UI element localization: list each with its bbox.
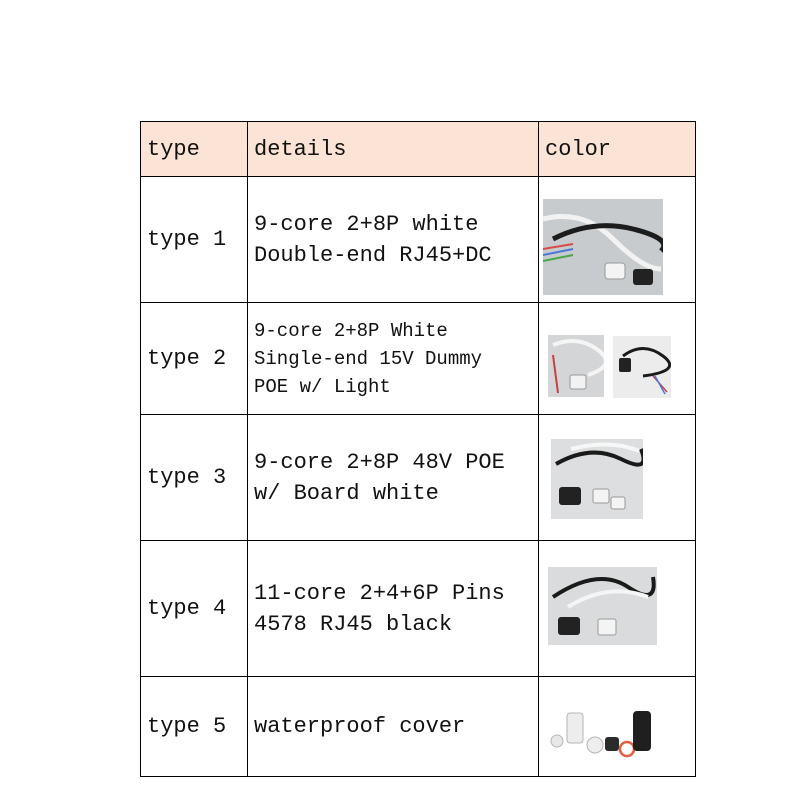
- detail-line: 9-core 2+8P white: [254, 211, 479, 237]
- cable-photo: [551, 439, 643, 519]
- table-row: [141, 541, 696, 677]
- cable-photo: [548, 335, 604, 397]
- header-details: details: [248, 122, 539, 177]
- detail-line: 9-core 2+8P White: [254, 319, 448, 342]
- cable-photo: [613, 336, 671, 398]
- color-cell: [539, 303, 696, 415]
- detail-line: waterproof cover: [254, 714, 466, 739]
- color-cell: [539, 541, 696, 677]
- detail-line: w/ Board white: [254, 480, 439, 506]
- details-cell: [248, 303, 539, 415]
- type-cell: type 3: [141, 415, 248, 541]
- table-row: [141, 677, 696, 777]
- cable-photo: [548, 567, 657, 645]
- color-cell: [539, 677, 696, 777]
- table-row: [141, 415, 696, 541]
- details-cell: [248, 541, 539, 677]
- details-cell: [248, 177, 539, 303]
- header-color: color: [539, 122, 696, 177]
- type-cell: type 2: [141, 303, 248, 415]
- table-row: [141, 303, 696, 415]
- detail-line: Double-end RJ45+DC: [254, 242, 492, 268]
- table-row: [141, 177, 696, 303]
- details-cell: [248, 677, 539, 777]
- cable-photo: [543, 199, 663, 295]
- header-row: [141, 122, 696, 177]
- details-cell: [248, 415, 539, 541]
- color-cell: [539, 415, 696, 541]
- detail-line: POE w/ Light: [254, 375, 391, 398]
- type-cell: type 1: [141, 177, 248, 303]
- detail-line: 9-core 2+8P 48V POE: [254, 449, 505, 475]
- detail-line: Single-end 15V Dummy: [254, 347, 483, 370]
- detail-line: 11-core 2+4+6P Pins: [254, 580, 505, 606]
- color-cell: [539, 177, 696, 303]
- type-cell: type 5: [141, 677, 248, 777]
- header-type: type: [141, 122, 248, 177]
- detail-line: 4578 RJ45 black: [254, 611, 453, 637]
- type-cell: type 4: [141, 541, 248, 677]
- cable-type-table: [140, 121, 696, 777]
- waterproof-cover-photo: [545, 707, 661, 765]
